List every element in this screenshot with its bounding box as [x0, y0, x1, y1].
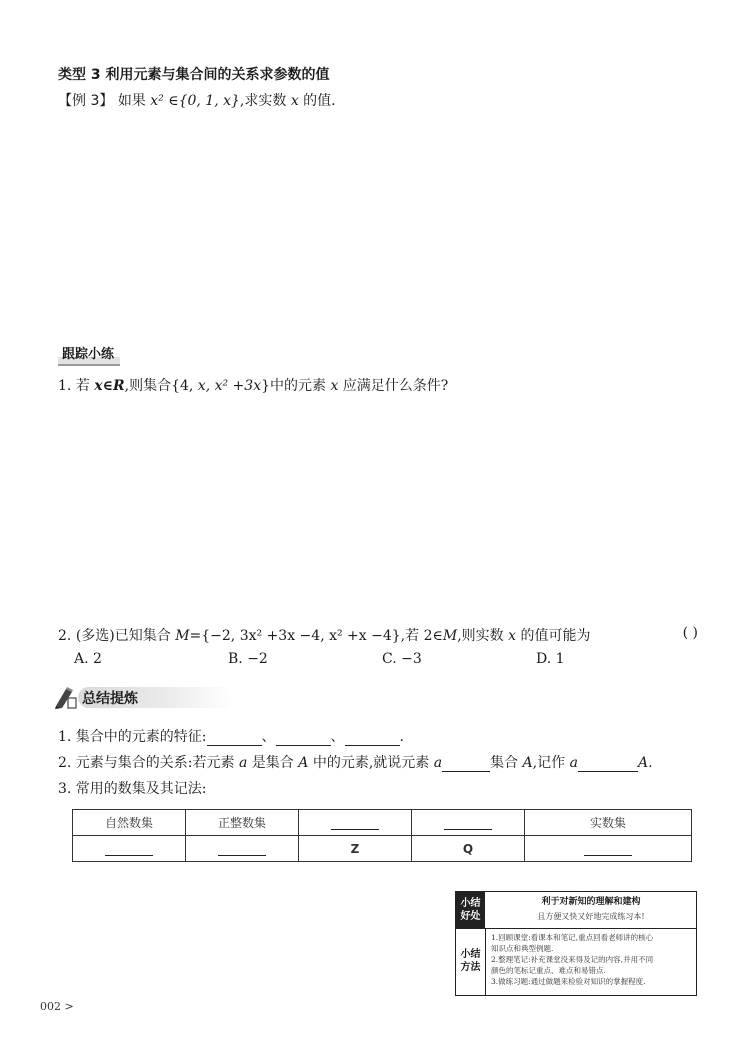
option-b[interactable]: B. −2 — [228, 651, 268, 667]
q1-var: x — [330, 378, 339, 394]
question-1 — [58, 375, 448, 395]
q2-text-a: (多选)已知集合 — [75, 628, 176, 644]
q2-math2: M — [442, 628, 458, 644]
s2-e: ,记作 — [532, 755, 570, 771]
q1-text-c: }中的元素 — [261, 378, 331, 394]
question-2 — [58, 625, 698, 645]
q1-math2: x, x² +3x — [197, 378, 262, 394]
practice-label-text: 跟踪小练 — [62, 347, 115, 362]
q1-math: x∈R — [94, 378, 125, 394]
note-item: 颜色的笔标记重点、难点和易错点. — [491, 966, 606, 975]
s2-d: 集合 — [490, 755, 523, 771]
table-cell: Q — [412, 836, 525, 862]
blank[interactable] — [578, 757, 638, 772]
s2-var: a — [569, 755, 578, 771]
q2-text-c: ,则实数 — [457, 628, 509, 644]
blank[interactable] — [276, 731, 331, 746]
q2-math: M — [175, 628, 190, 644]
example-label: 【例 3】 — [58, 93, 114, 109]
s2-a: 2. 元素与集合的关系:若元素 — [58, 755, 239, 771]
s2-var: A — [637, 755, 649, 771]
table-cell-blank[interactable] — [525, 836, 692, 862]
blank[interactable] — [207, 731, 262, 746]
practice-label — [58, 343, 120, 366]
sep: 、 — [261, 729, 276, 745]
table-cell-blank[interactable] — [73, 836, 186, 862]
q1-text-b: ,则集合{4, — [124, 378, 198, 394]
table-cell: 实数集 — [525, 810, 692, 836]
option-d[interactable]: D. 1 — [536, 651, 565, 667]
s2-var: a — [433, 755, 443, 771]
period: . — [648, 755, 653, 771]
q2-text-d: 的值可能为 — [516, 628, 591, 644]
table-cell: 正整数集 — [186, 810, 299, 836]
note-sub: 且方便又快又好地完成练习本! — [537, 912, 645, 921]
blank[interactable] — [442, 757, 490, 772]
example-text-c: 的值. — [298, 93, 336, 109]
example-3 — [58, 90, 336, 110]
s2-var: A — [522, 755, 533, 771]
s2-b: 是集合 — [247, 755, 299, 771]
q1-text-d: 应满足什么条件? — [338, 378, 449, 394]
q2-var: x — [508, 628, 516, 644]
table-cell: 自然数集 — [73, 810, 186, 836]
summary-note-box — [455, 891, 697, 996]
blank[interactable] — [345, 731, 400, 746]
table-cell-blank[interactable] — [412, 810, 525, 836]
answer-paren: ( ) — [682, 625, 698, 641]
page-number: 002 > — [40, 1000, 74, 1013]
note-item: 2.整理笔记:补充课堂没来得及记的内容,并用不同 — [491, 955, 654, 964]
note-head: 利于对新知的理解和建构 — [541, 897, 641, 907]
summary-title: 总结提炼 — [82, 691, 138, 707]
q2-text-b: ={−2, 3x² +3x −4, x² +x −4},若 2∈ — [189, 628, 443, 644]
note-item: 3.做练习题:通过做题来检验对知识的掌握程度. — [491, 977, 646, 986]
table-row — [73, 810, 692, 836]
q1-number: 1. — [58, 378, 72, 394]
option-c[interactable]: C. −3 — [382, 651, 422, 667]
example-var: x — [290, 93, 299, 109]
number-sets-table — [72, 809, 692, 862]
note-label-benefit: 小结 好处 — [456, 892, 485, 928]
example-text-b: ,求实数 — [239, 93, 291, 109]
sep: 、 — [330, 729, 345, 745]
s2-var: a — [238, 755, 248, 771]
section-title: 类型 3 利用元素与集合间的关系求参数的值 — [58, 67, 330, 83]
q1-text-a: 若 — [75, 378, 95, 394]
note-item: 知识点和典型例题. — [491, 944, 554, 953]
q2-number: 2. — [58, 628, 72, 644]
summary-item-2 — [58, 752, 653, 772]
s2-c: 中的元素,就说元素 — [308, 755, 434, 771]
summary-item-1 — [58, 726, 404, 746]
note-item: 1.回顾课堂:看课本和笔记,重点回看老师讲的核心 — [491, 933, 654, 942]
example-math: x² ∈{0, 1, x} — [150, 93, 240, 109]
example-text: 如果 — [117, 93, 151, 109]
table-cell-blank[interactable] — [186, 836, 299, 862]
option-a[interactable]: A. 2 — [74, 651, 102, 667]
table-cell-blank[interactable] — [299, 810, 412, 836]
summary-item-3: 3. 常用的数集及其记法: — [58, 781, 207, 797]
pencil-note-icon — [52, 686, 78, 710]
table-row — [73, 836, 692, 862]
period: . — [399, 729, 404, 745]
note-label-method: 小结 方法 — [460, 949, 481, 973]
summary-1-text: 1. 集合中的元素的特征: — [58, 729, 207, 745]
s2-var: A — [298, 755, 309, 771]
table-cell: Z — [299, 836, 412, 862]
